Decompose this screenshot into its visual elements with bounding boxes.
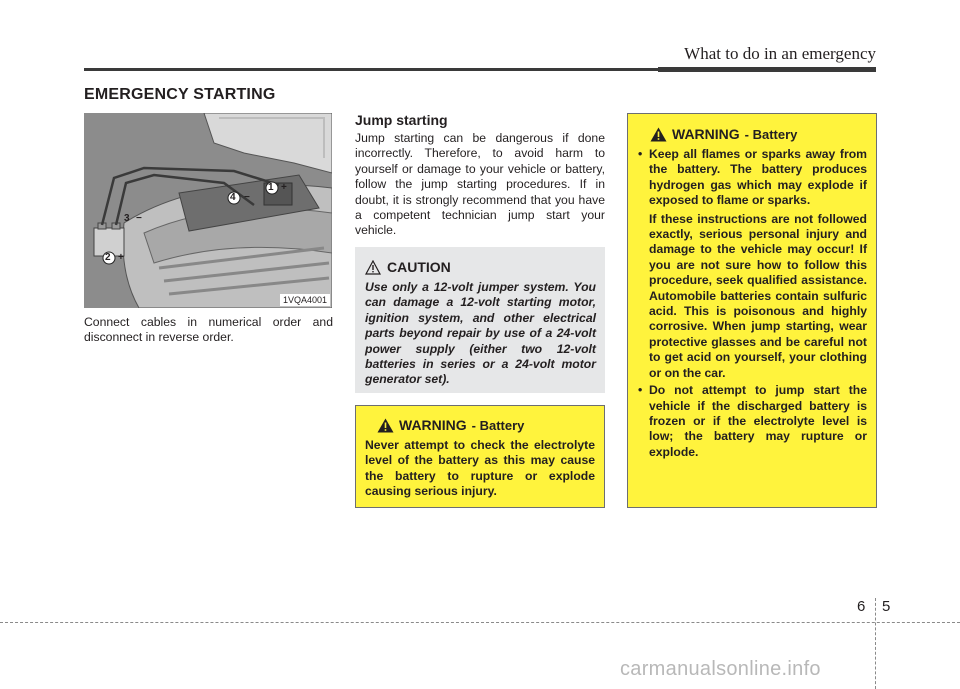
warning-box-battery: [627, 113, 877, 508]
warning-header: [365, 414, 595, 436]
page-number: 5: [882, 598, 891, 615]
warning-label: WARNING: [672, 126, 740, 142]
callout-3-sign: −: [136, 213, 142, 224]
callout-4: 4: [230, 192, 236, 203]
footer-divider: [875, 598, 876, 689]
callout-3: 3: [124, 213, 130, 224]
figure-code: 1VQA4001: [280, 294, 330, 306]
warning-bullet-paragraph: Do not attempt to jump start the vehicle if the discharged battery is frozen or if the electrolyte level is low; the battery may rupture or explode.: [649, 383, 867, 459]
warning-header: [638, 123, 867, 145]
warning-label: WARNING: [399, 417, 467, 433]
warning-bullet-flames: [638, 147, 867, 381]
figure-caption: Connect cables in numerical order and disconnect in reverse order.: [84, 315, 333, 345]
jump-starting-heading: Jump starting: [355, 112, 448, 128]
caution-label: CAUTION: [387, 259, 451, 275]
warning-bullet-frozen: [638, 383, 867, 460]
warning-bullet-paragraph: If these instructions are not followed exactly, serious personal injury and damage to the vehicle may occur! If you are not sure how to follow this procedure, seek qualified assistance. Automobile batteries contain sulfuric acid. This is poisonous and highly corrosive. When jump starting, wear protective glasses and be careful not to get acid on yourself, your clothing or on the car.: [649, 211, 867, 380]
warning-bullet-paragraph: Keep all flames or sparks away from the battery. The battery produces hydrogen gas which may explode if exposed to flame or sparks.: [649, 147, 867, 208]
caution-triangle-icon: [365, 260, 381, 275]
jump-start-illustration: [84, 113, 332, 308]
bullet-dot: •: [638, 147, 643, 161]
section-title: EMERGENCY STARTING: [84, 86, 276, 103]
warning-sublabel: - Battery: [744, 126, 798, 142]
caution-text: Use only a 12-volt jumper system. You can damage a 12-volt starting motor, ignition system, and other electrical parts beyond repair by use of a 24-volt power supply (either two 12-volt batteries in series or a 24-volt motor generator set).: [365, 280, 596, 387]
chapter-title: What to do in an emergency: [684, 44, 876, 63]
caution-box: [355, 247, 605, 393]
warning-triangle-icon: [650, 127, 667, 142]
header-rule-accent: [658, 67, 876, 72]
engine-bay-figure: [84, 113, 332, 308]
warning-triangle-icon: [377, 418, 394, 433]
callout-1-sign: +: [281, 182, 287, 193]
bullet-dot: •: [638, 383, 643, 398]
callout-2: 2: [105, 252, 111, 263]
warning-box-electrolyte: [355, 405, 605, 508]
callout-4-sign: −: [244, 192, 250, 203]
warning-sublabel: - Battery: [471, 417, 525, 433]
caution-header: [365, 256, 596, 278]
page-chapter-number: 6: [857, 598, 866, 615]
watermark: carmanualsonline.info: [620, 658, 821, 680]
callout-1: 1: [268, 182, 274, 193]
callout-2-sign: +: [118, 252, 124, 263]
warning-text: Never attempt to check the electrolyte level of the battery as this may cause the battery to rupture or explode causing serious injury.: [365, 438, 595, 499]
footer-rule: [0, 622, 960, 623]
jump-starting-body: Jump starting can be dangerous if done incorrectly. Therefore, to avoid harm to yourself or damage to your vehicle or battery, follow the jump starting procedures. If in doubt, it is strongly recommend that you have a competent technician jump start your vehicle.: [355, 131, 605, 238]
